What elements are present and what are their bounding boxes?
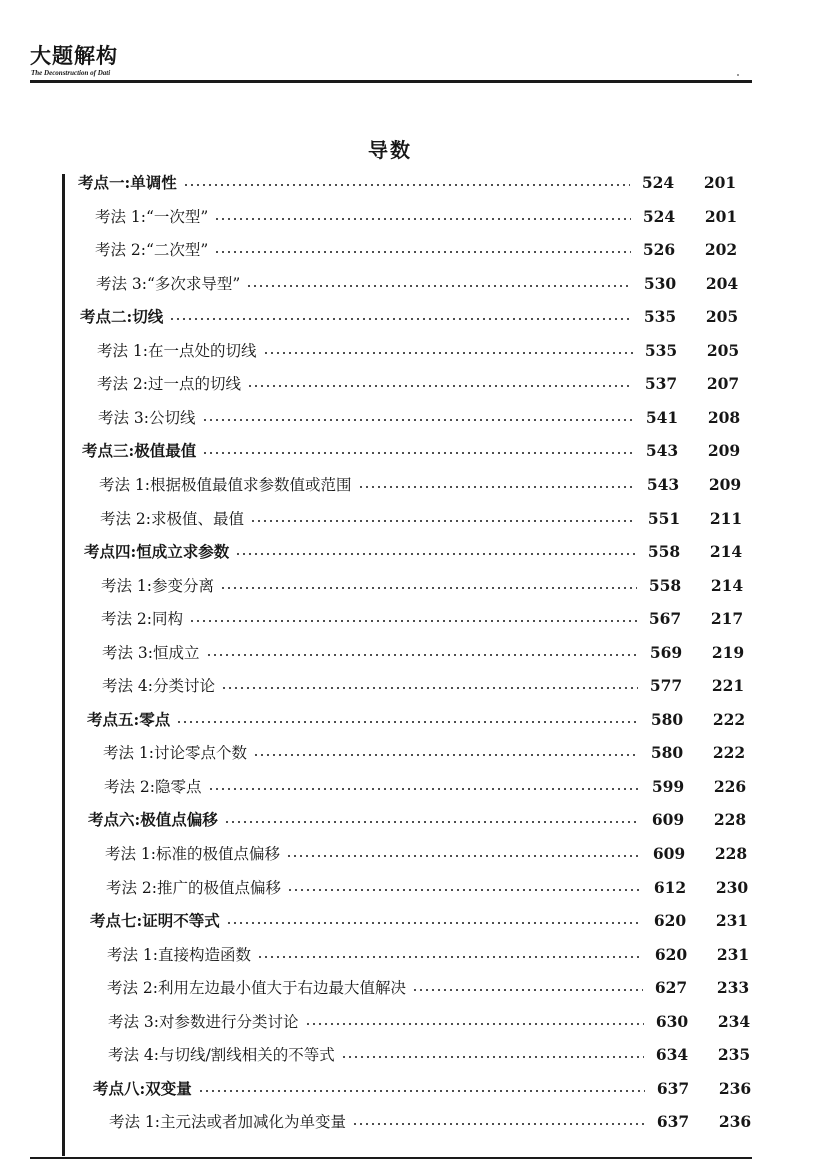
page-number-primary: 551	[647, 509, 681, 528]
toc-entry-label: 考法 1:在一点处的切线	[97, 342, 257, 360]
toc-method-entry[interactable]	[95, 238, 639, 262]
toc-method-entry[interactable]	[109, 1110, 653, 1134]
dot-leader	[176, 720, 639, 724]
toc-entry-label: 考点一:单调性	[78, 173, 177, 192]
dot-leader	[214, 217, 631, 221]
page-number-secondary: 231	[716, 945, 750, 964]
dot-leader	[352, 1122, 645, 1126]
page-number-primary: 634	[655, 1045, 689, 1064]
page-number-secondary: 202	[704, 240, 738, 259]
toc-method-entry[interactable]	[104, 775, 648, 799]
page-number-primary: 535	[643, 307, 677, 326]
book-subtitle: The Deconstruction of Dati	[31, 69, 111, 77]
toc-entry-label: 考法 2:求极值、最值	[100, 510, 245, 528]
page-number-secondary: 214	[710, 576, 744, 595]
toc-method-entry[interactable]	[106, 876, 650, 900]
toc-topic-entry[interactable]	[80, 305, 640, 329]
toc-method-entry[interactable]	[103, 741, 647, 765]
dot-leader	[189, 619, 637, 623]
toc-entry-label: 考点四:恒成立求参数	[84, 542, 230, 561]
dot-leader	[235, 552, 636, 556]
page-number-primary: 524	[641, 173, 675, 192]
toc-method-entry[interactable]	[97, 372, 641, 396]
toc-method-entry[interactable]	[108, 1043, 652, 1067]
page-title: 导数	[368, 138, 412, 162]
toc-entry-label: 考法 3:恒成立	[102, 644, 200, 662]
toc-entry-label: 考法 1:参变分离	[101, 577, 215, 595]
toc-topic-entry[interactable]	[84, 540, 644, 564]
dot-leader	[224, 820, 640, 824]
page-number-primary: 524	[642, 207, 676, 226]
dot-leader	[220, 586, 637, 590]
toc-entry-label: 考法 4:与切线/割线相关的不等式	[108, 1046, 335, 1064]
page-number-primary: 637	[656, 1079, 690, 1098]
page-number-secondary: 234	[717, 1012, 751, 1031]
dot-leader	[247, 384, 633, 388]
toc-method-entry[interactable]	[99, 473, 643, 497]
dot-leader	[208, 787, 640, 791]
toc-entry-label: 考法 1:直接构造函数	[107, 946, 252, 964]
page-number-primary: 543	[645, 441, 679, 460]
dot-leader	[341, 1055, 644, 1059]
toc-method-entry[interactable]	[96, 272, 640, 296]
page-number-secondary: 217	[710, 609, 744, 628]
toc-entry-label: 考法 3:公切线	[98, 409, 196, 427]
page-number-secondary: 205	[705, 307, 739, 326]
page-number-secondary: 236	[718, 1079, 752, 1098]
toc-entry-label: 考法 2:推广的极值点偏移	[106, 879, 282, 897]
dot-leader	[250, 519, 636, 523]
page-number-secondary: 236	[718, 1112, 752, 1131]
toc-method-entry[interactable]	[102, 641, 646, 665]
toc-entry-label: 考点二:切线	[80, 307, 164, 326]
dot-leader	[358, 485, 635, 489]
page-number-secondary: 233	[716, 978, 750, 997]
toc-entry-label: 考法 1:讨论零点个数	[103, 744, 248, 762]
page-number-secondary: 207	[706, 374, 740, 393]
toc-entry-label: 考点六:极值点偏移	[88, 810, 218, 829]
page-number-secondary: 209	[707, 441, 741, 460]
toc-entry-label: 考法 1:根据极值最值求参数值或范围	[99, 476, 352, 494]
toc-topic-entry[interactable]	[82, 439, 642, 463]
page-number-primary: 612	[653, 878, 687, 897]
page-number-secondary: 209	[708, 475, 742, 494]
page-number-secondary: 201	[703, 173, 737, 192]
page-number-primary: 530	[643, 274, 677, 293]
page-number-primary: 558	[647, 542, 681, 561]
book-title: 大题解构	[30, 43, 118, 68]
dot-leader	[286, 854, 641, 858]
page-number-secondary: 204	[705, 274, 739, 293]
toc-method-entry[interactable]	[101, 607, 645, 631]
page-number-primary: 580	[650, 710, 684, 729]
page-number-primary: 627	[654, 978, 688, 997]
page-number-secondary: 201	[704, 207, 738, 226]
toc-entry-label: 考法 1:标准的极值点偏移	[105, 845, 281, 863]
dot-leader	[287, 888, 642, 892]
page-number-secondary: 222	[712, 743, 746, 762]
toc-entry-label: 考法 3:对参数进行分类讨论	[108, 1013, 299, 1031]
toc-topic-entry[interactable]	[93, 1077, 653, 1101]
toc-entry-label: 考法 3:“多次求导型”	[96, 275, 241, 293]
dot-leader	[183, 183, 630, 187]
dot-leader	[221, 686, 638, 690]
page-number-secondary: 222	[712, 710, 746, 729]
page-number-primary: 630	[655, 1012, 689, 1031]
toc-entry-label: 考法 1:主元法或者加减化为单变量	[109, 1113, 347, 1131]
page-number-primary: 580	[650, 743, 684, 762]
page-number-secondary: 221	[711, 676, 745, 695]
page-number-primary: 637	[656, 1112, 690, 1131]
dot-leader	[246, 284, 632, 288]
page-number-secondary: 228	[714, 844, 748, 863]
page-number-secondary: 226	[713, 777, 747, 796]
toc-method-entry[interactable]	[105, 842, 649, 866]
toc-entry-label: 考法 1:“一次型”	[95, 208, 209, 226]
page-number-primary: 535	[644, 341, 678, 360]
toc-entry-label: 考法 2:“二次型”	[95, 241, 209, 259]
page-number-secondary: 211	[709, 509, 743, 528]
toc-topic-entry[interactable]	[90, 909, 650, 933]
dot-leader	[198, 1089, 645, 1093]
page-number-secondary: 230	[715, 878, 749, 897]
dot-leader	[202, 451, 634, 455]
page-number-secondary: 228	[713, 810, 747, 829]
page-number-primary: 558	[648, 576, 682, 595]
page-number-primary: 569	[649, 643, 683, 662]
toc-method-entry[interactable]	[98, 406, 642, 430]
toc-method-entry[interactable]	[107, 943, 651, 967]
toc-method-entry[interactable]	[108, 1010, 652, 1034]
page-number-primary: 599	[651, 777, 685, 796]
page-number-primary: 620	[653, 911, 687, 930]
toc-method-entry[interactable]	[97, 339, 641, 363]
toc-method-entry[interactable]	[100, 507, 644, 531]
dot-leader	[257, 955, 643, 959]
page-number-primary: 577	[649, 676, 683, 695]
toc-entry-label: 考点五:零点	[87, 710, 171, 729]
toc-entry-label: 考点八:双变量	[93, 1079, 192, 1098]
dot-leader	[214, 250, 631, 254]
page-number-primary: 620	[654, 945, 688, 964]
toc-entry-label: 考法 2:利用左边最小值大于右边最大值解决	[107, 979, 407, 997]
page-number-primary: 541	[645, 408, 679, 427]
page-number-primary: 609	[652, 844, 686, 863]
toc-topic-entry[interactable]	[78, 171, 638, 195]
page-number-primary: 567	[648, 609, 682, 628]
toc-method-entry[interactable]	[95, 205, 639, 229]
toc-method-entry[interactable]	[102, 674, 646, 698]
toc-entry-label: 考法 4:分类讨论	[102, 677, 216, 695]
toc-entry-label: 考点七:证明不等式	[90, 911, 220, 930]
page-number-secondary: 219	[711, 643, 745, 662]
dot-leader	[305, 1022, 644, 1026]
page-number-secondary: 235	[717, 1045, 751, 1064]
page-number-primary: 537	[644, 374, 678, 393]
page-number-primary: 543	[646, 475, 680, 494]
toc-topic-entry[interactable]	[87, 708, 647, 732]
toc-method-entry[interactable]	[101, 574, 645, 598]
dot-leader	[253, 753, 639, 757]
page-number-secondary: 205	[706, 341, 740, 360]
dot-leader	[169, 317, 632, 321]
toc-entry-label: 考法 2:隐零点	[104, 778, 202, 796]
toc-entry-label: 考法 2:过一点的切线	[97, 375, 242, 393]
page-number-secondary: 231	[715, 911, 749, 930]
page-number-secondary: 214	[709, 542, 743, 561]
toc-topic-entry[interactable]	[88, 808, 648, 832]
toc-entry-label: 考点三:极值最值	[82, 441, 197, 460]
dot-leader	[226, 921, 642, 925]
dot-leader	[263, 351, 633, 355]
page-number-primary: 609	[651, 810, 685, 829]
page-number-secondary: 208	[707, 408, 741, 427]
dot-leader	[412, 988, 643, 992]
dot-leader	[202, 418, 634, 422]
dot-leader	[206, 653, 638, 657]
page-number-primary: 526	[642, 240, 676, 259]
footer-rule	[30, 1157, 752, 1159]
toc-entry-label: 考法 2:同构	[101, 610, 184, 628]
toc-method-entry[interactable]	[107, 976, 651, 1000]
